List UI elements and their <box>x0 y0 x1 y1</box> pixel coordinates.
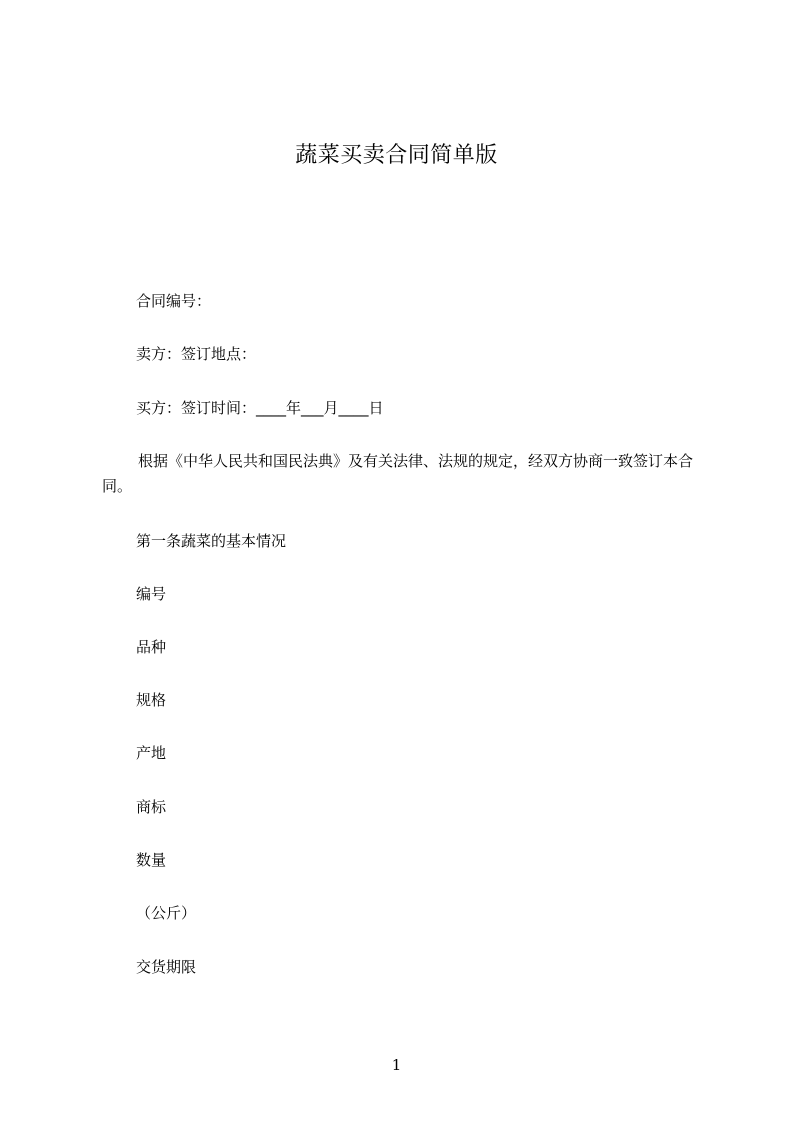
field-specification: 规格 <box>136 691 167 709</box>
field-trademark: 商标 <box>136 798 167 816</box>
contract-number-label: 合同编号： <box>136 292 212 310</box>
page-number: 1 <box>391 1056 402 1074</box>
field-variety: 品种 <box>136 638 167 656</box>
article-1-heading: 第一条蔬菜的基本情况 <box>136 532 287 550</box>
field-quantity-unit: （公斤） <box>136 904 197 922</box>
buyer-line: 买方：签订时间：____年___月____日 <box>136 399 384 417</box>
document-title: 蔬菜买卖合同简单版 <box>295 143 498 168</box>
field-delivery-period: 交货期限 <box>136 958 197 976</box>
field-quantity: 数量 <box>136 851 167 869</box>
seller-line: 卖方：签订地点： <box>136 345 257 363</box>
preamble-paragraph: 根据《中华人民共和国民法典》及有关法律、法规的规定，经双方协商一致签订本合同。 <box>102 452 694 495</box>
field-origin: 产地 <box>136 744 167 762</box>
field-number: 编号 <box>136 585 167 603</box>
